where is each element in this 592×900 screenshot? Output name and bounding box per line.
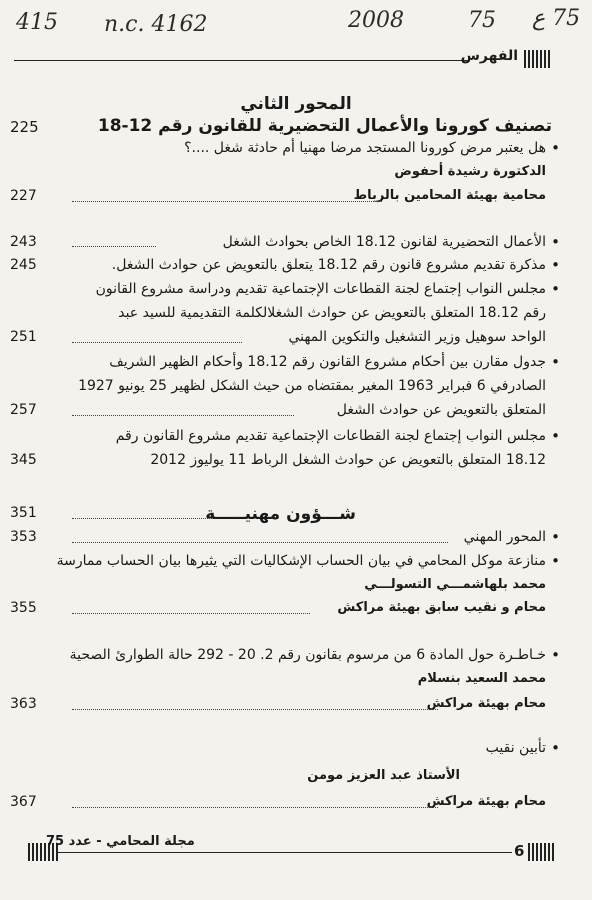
toc-entry-1-affiliation: محامية بهيئة المحامين بالرباط: [353, 188, 546, 203]
toc-leader-2: [72, 246, 156, 247]
toc-s3-entry-1-page: 353: [10, 529, 37, 545]
toc-s3-leader-1: [72, 542, 448, 543]
section2-page: 225: [10, 118, 39, 136]
section3-page: 351: [10, 505, 37, 521]
toc-s3-entry-4-affiliation: محام بهيئة مراكش: [426, 794, 546, 809]
toc-entry-1-page: 227: [10, 188, 37, 204]
toc-s3-entry-4-author: الأستاذ عبد العزيز مومن: [307, 768, 460, 783]
handwritten-note-issue: 75: [468, 8, 496, 33]
handwritten-note-left: 415: [16, 10, 58, 35]
handwritten-note-date: 2008: [348, 8, 404, 33]
toc-leader-4: [72, 342, 242, 343]
toc-entry-2-title: • الأعمال التحضيرية لقانون 18.12 الخاص بحوادث الشغل: [223, 234, 546, 250]
toc-leader-1: [72, 201, 382, 202]
toc-s3-entry-4-title: • تأبين نقيب: [486, 740, 546, 756]
toc-s3-entry-2-page: 355: [10, 600, 37, 616]
toc-entry-3-title: • مذكرة تقديم مشروع قانون رقم 18.12 يتعلق بالتعويض عن حوادث الشغل.: [112, 257, 546, 273]
toc-entry-1-title: • هل يعتبر مرض كورونا المستجد مرضا مهنيا أم حادثة شغل ....؟: [184, 140, 546, 156]
toc-entry-1-author: الدكتورة رشيدة أحفوض: [394, 164, 546, 179]
handwritten-note-ref: n.c. 4162: [104, 12, 208, 37]
handwritten-note-corner: 75 ع: [532, 6, 581, 31]
toc-entry-5-line2: الصادرفي 6 فبراير 1963 المغير بمقتضاه من حيث الشكل لظهير 25 يونيو 1927: [78, 378, 546, 394]
page-title: الفهرس: [460, 48, 518, 64]
toc-s3-entry-1-title: • المحور المهني: [464, 529, 546, 545]
toc-entry-4-page: 251: [10, 329, 37, 345]
toc-entry-4-line2: رقم 18.12 المتعلق بالتعويض عن حوادث الشغلالكلمة التقديمية للسيد عبد: [118, 305, 546, 321]
toc-s3-entry-4-page: 367: [10, 794, 37, 810]
toc-leader-5: [72, 415, 294, 416]
toc-entry-2-page: 243: [10, 234, 37, 250]
toc-s3-entry-2-affiliation: محام و نقيب سابق بهيئة مراكش: [337, 600, 546, 615]
toc-s3-entry-3-author: محمد السعيد بنسلام: [417, 671, 546, 686]
header-rule: [14, 60, 468, 61]
toc-s3-leader-4: [72, 807, 438, 808]
toc-entry-5-line3: المتعلق بالتعويض عن حوادث الشغل: [336, 402, 546, 418]
footer-journal: مجلة المحامي - عدد 75: [46, 834, 195, 849]
toc-s3-entry-3-affiliation: محام بهيئة مراكش: [426, 696, 546, 711]
section3-leader: [72, 518, 212, 519]
footer-page-number: 6: [514, 842, 525, 860]
toc-entry-6-line1: • مجلس النواب إجتماع لجنة القطاعات الإجتماعية تقديم مشروع القانون رقم: [116, 428, 546, 444]
toc-s3-entry-3-title: • خـاطـرة حول المادة 6 من مرسوم بقانون رقم 2. 20 - 292 حالة الطوارئ الصحية: [70, 647, 546, 663]
toc-entry-6-page: 345: [10, 452, 37, 468]
toc-entry-3-page: 245: [10, 257, 37, 273]
toc-s3-entry-2-title: • منازعة موكل المحامي في بيان الحساب الإشكاليات التي يثيرها بيان الحساب ممارسة: [57, 553, 546, 569]
toc-s3-leader-3: [72, 709, 438, 710]
section2-title: تصنيف كورونا والأعمال التحضيرية للقانون رقم 12-18: [97, 116, 552, 136]
toc-s3-entry-2-author: محمد بلهاشمـــي التسولـــي: [364, 577, 546, 592]
section2-heading: المحور الثاني: [240, 94, 352, 114]
toc-entry-4-line1: • مجلس النواب إجتماع لجنة القطاعات الإجتماعية تقديم ودراسة مشروع القانون: [96, 281, 546, 297]
header-bars-ornament: [524, 50, 550, 68]
footer-rule: [56, 852, 512, 853]
section3-heading: شـــؤون مهنيـــــة: [205, 504, 356, 524]
toc-entry-5-page: 257: [10, 402, 37, 418]
toc-s3-entry-3-page: 363: [10, 696, 37, 712]
footer-bars-ornament-right: [528, 843, 554, 861]
toc-entry-6-line2: 18.12 المتعلق بالتعويض عن حوادث الشغل الرباط 11 يوليوز 2012: [150, 452, 546, 468]
toc-s3-leader-2: [72, 613, 310, 614]
toc-entry-5-line1: • جدول مقارن بين أحكام مشروع القانون رقم 18.12 وأحكام الظهير الشريف: [109, 354, 546, 370]
toc-entry-4-line3: الواحد سوهيل وزير التشغيل والتكوين المهني: [288, 329, 546, 345]
